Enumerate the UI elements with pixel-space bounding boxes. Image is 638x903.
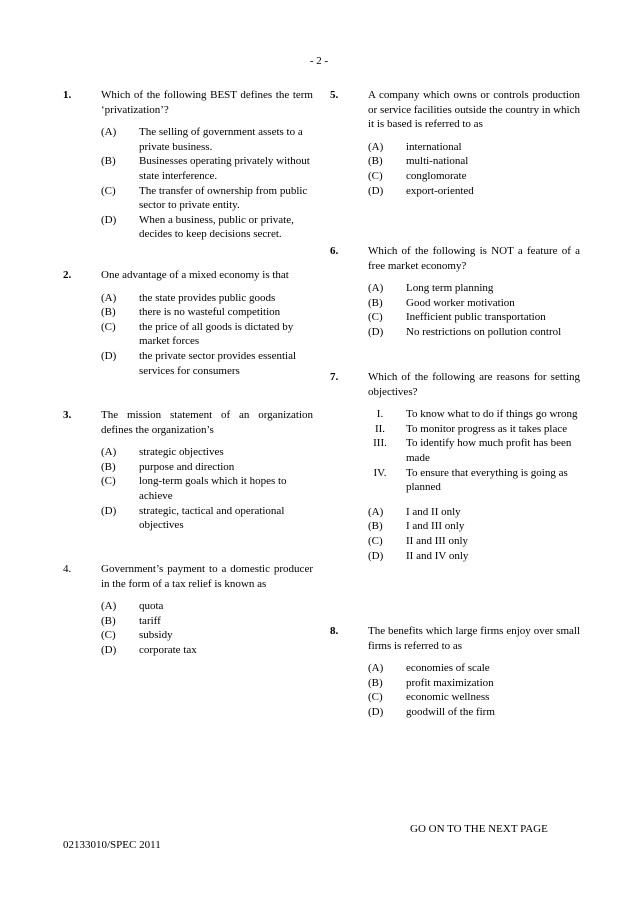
option-b: (B) Good worker motivation xyxy=(368,296,515,309)
paper-code: 02133010/SPEC 2011 xyxy=(63,839,161,851)
options-list xyxy=(368,505,580,563)
option-b: (B) purpose and direction xyxy=(101,460,235,473)
options-list xyxy=(101,125,313,242)
page-number: - 2 - xyxy=(309,55,329,67)
option-c: (C) subsidy xyxy=(101,629,173,642)
option-d: (D) the private sector provides essential services for consumers xyxy=(101,349,297,377)
question-stem: The mission statement of an organization defines the organization’s xyxy=(101,409,313,436)
option-b: (B) multi-national xyxy=(368,155,469,168)
question-7 xyxy=(330,370,580,563)
option-d: (D) II and IV only xyxy=(368,549,469,562)
options-list xyxy=(368,661,580,719)
question-stem: Which of the following BEST defines the term ‘privatization’? xyxy=(101,89,313,116)
question-number: 7. xyxy=(330,371,339,383)
option-c: (C) II and III only xyxy=(368,534,469,547)
question-number: 2. xyxy=(63,269,72,281)
question-number: 8. xyxy=(330,625,339,637)
option-a: (A) the state provides public goods xyxy=(101,291,276,304)
question-number: 3. xyxy=(63,409,72,421)
statement-i: I. To know what to do if things go wrong xyxy=(376,408,578,421)
question-6 xyxy=(330,244,580,340)
question-1 xyxy=(63,88,313,242)
option-b: (B) there is no wasteful competition xyxy=(101,306,281,319)
question-4 xyxy=(63,562,313,658)
question-8 xyxy=(330,624,580,720)
option-a: (A) The selling of government assets to a private business. xyxy=(101,126,303,153)
option-b: (B) tariff xyxy=(101,614,161,627)
option-d: (D) goodwill of the firm xyxy=(368,705,495,718)
option-c: (C) economic wellness xyxy=(368,691,490,704)
option-a: (A) economies of scale xyxy=(368,662,490,675)
question-stem: The benefits which large firms enjoy over small firms is referred to as xyxy=(368,625,580,652)
option-c: (C) conglomorate xyxy=(368,169,467,182)
options-list xyxy=(101,291,313,379)
option-d: (D) When a business, public or private, decides to keep decisions secret. xyxy=(101,213,294,241)
options-list xyxy=(368,140,580,198)
option-c: (C) long-term goals which it hopes to achieve xyxy=(101,475,287,502)
question-stem: Which of the following is NOT a feature of a free market economy? xyxy=(368,245,580,272)
question-stem: Which of the following are reasons for setting objectives? xyxy=(368,371,580,398)
question-2 xyxy=(63,268,313,378)
question-5 xyxy=(330,88,580,198)
statement-ii: II. To monitor progress as it takes place xyxy=(374,422,568,435)
option-a: (A) international xyxy=(368,140,462,153)
options-list xyxy=(101,599,313,657)
option-d: (D) corporate tax xyxy=(101,643,197,656)
statements-list xyxy=(368,407,580,495)
question-number: 6. xyxy=(330,245,339,257)
statement-iii: III. To identify how much profit has been made xyxy=(373,437,572,464)
options-list xyxy=(368,281,580,339)
option-a: (A) quota xyxy=(101,600,164,613)
option-d: (D) No restrictions on pollution control xyxy=(368,325,562,338)
option-b: (B) profit maximization xyxy=(368,676,494,689)
question-stem: One advantage of a mixed economy is that xyxy=(101,269,289,281)
option-c: (C) The transfer of ownership from public sector to private entity. xyxy=(101,184,308,212)
option-d: (D) strategic, tactical and operational objectives xyxy=(101,504,285,532)
question-number: 4. xyxy=(63,563,72,575)
next-page-note: GO ON TO THE NEXT PAGE xyxy=(410,823,548,835)
question-number: 5. xyxy=(330,89,339,101)
option-a: (A) strategic objectives xyxy=(101,446,224,459)
option-d: (D) export-oriented xyxy=(368,184,474,197)
options-list xyxy=(101,445,313,533)
option-a: (A) Long term planning xyxy=(368,282,494,295)
question-number: 1. xyxy=(63,89,72,101)
option-b: (B) I and III only xyxy=(368,520,465,533)
option-b: (B) Businesses operating privately without state interference. xyxy=(101,155,310,182)
statement-iv: IV. To ensure that everything is going as planned xyxy=(373,466,568,494)
option-c: (C) the price of all goods is dictated by market forces xyxy=(101,320,294,348)
option-c: (C) Inefficient public transportation xyxy=(368,311,546,324)
option-a: (A) I and II only xyxy=(368,505,461,518)
question-3 xyxy=(63,408,313,533)
question-stem: Government’s payment to a domestic producer in the form of a tax relief is known as xyxy=(101,563,313,590)
question-stem: A company which owns or controls production or service facilities outside the country in which it is based is referred to as xyxy=(368,89,580,131)
